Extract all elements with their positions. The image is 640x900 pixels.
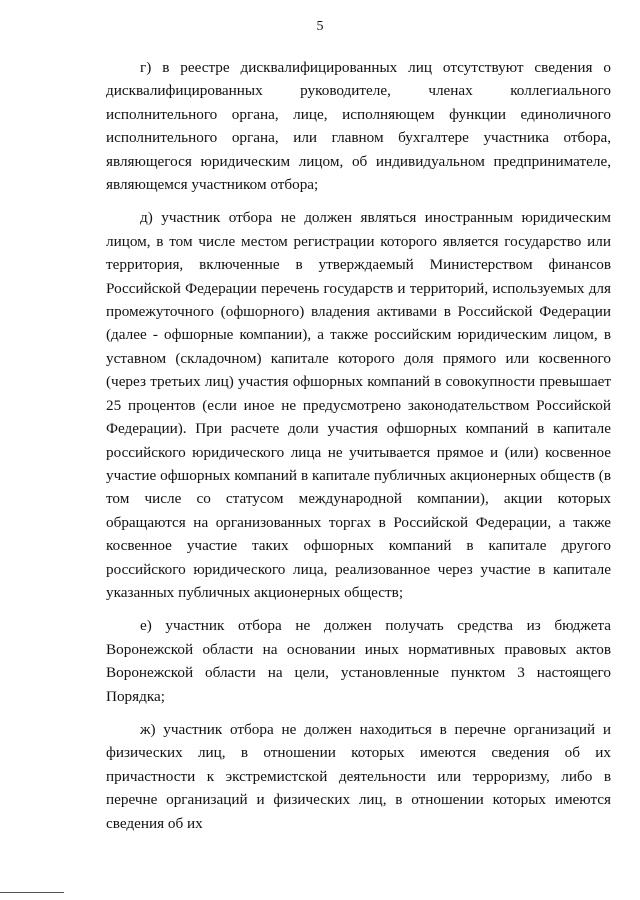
page-number: 5 xyxy=(316,19,324,34)
paragraph-g: г) в реестре дисквалифицированных лиц отсутствуют сведения о дисквалифицированных руководителе, членах коллегиального исполнительного органа, лице, исполняющем функции единоличного исполнительного органа, или главном бухгалтере участника отбора, являющегося юридическим лицом, об индивидуальном предпринимателе, являющемся участником отбора; xyxy=(106,59,611,194)
scan-edge-rule xyxy=(0,892,64,893)
paragraph-e: е) участник отбора не должен получать средства из бюджета Воронежской области на основании иных нормативных правовых актов Воронежской области на цели, установленные пунктом 3 настоящего Порядка; xyxy=(106,617,611,705)
paragraph-zh: ж) участник отбора не должен находиться в перечне организаций и физических лиц, в отношении которых имеются сведения об их причастности к экстремистской деятельности или терроризму, либо в перечне организаций и физических лиц, в отношении которых имеются сведения об их xyxy=(106,720,611,832)
document-body xyxy=(106,56,611,835)
paragraph-d: д) участник отбора не должен являться иностранным юридическим лицом, в том числе местом регистрации которого является государство или территория, включенные в утверждаемый Министерством финансов Российской Федерации перечень государств и территорий, используемых для промежуточного (офшорного) владения активами в Российской Федерации (далее - офшорные компании), а также российским юридическим лицом, в уставном (складочном) капитале которого доля прямого или косвенного (через третьих лиц) участия офшорных компаний в совокупности превышает 25 процентов (если иное не предусмотрено законодательством Российской Федерации). При расчете доли участия офшорных компаний в капитале российского юридического лица не учитывается прямое и (или) косвенное участие офшорных компаний в капитале публичных акционерных обществ (в том числе со статусом международной компании), акции которых обращаются на организованных торгах в Российской Федерации, а также косвенное участие таких офшорных компаний в капитале другого российского юридического лица, реализованное через участие в капитале указанных публичных акционерных обществ; xyxy=(106,209,611,601)
